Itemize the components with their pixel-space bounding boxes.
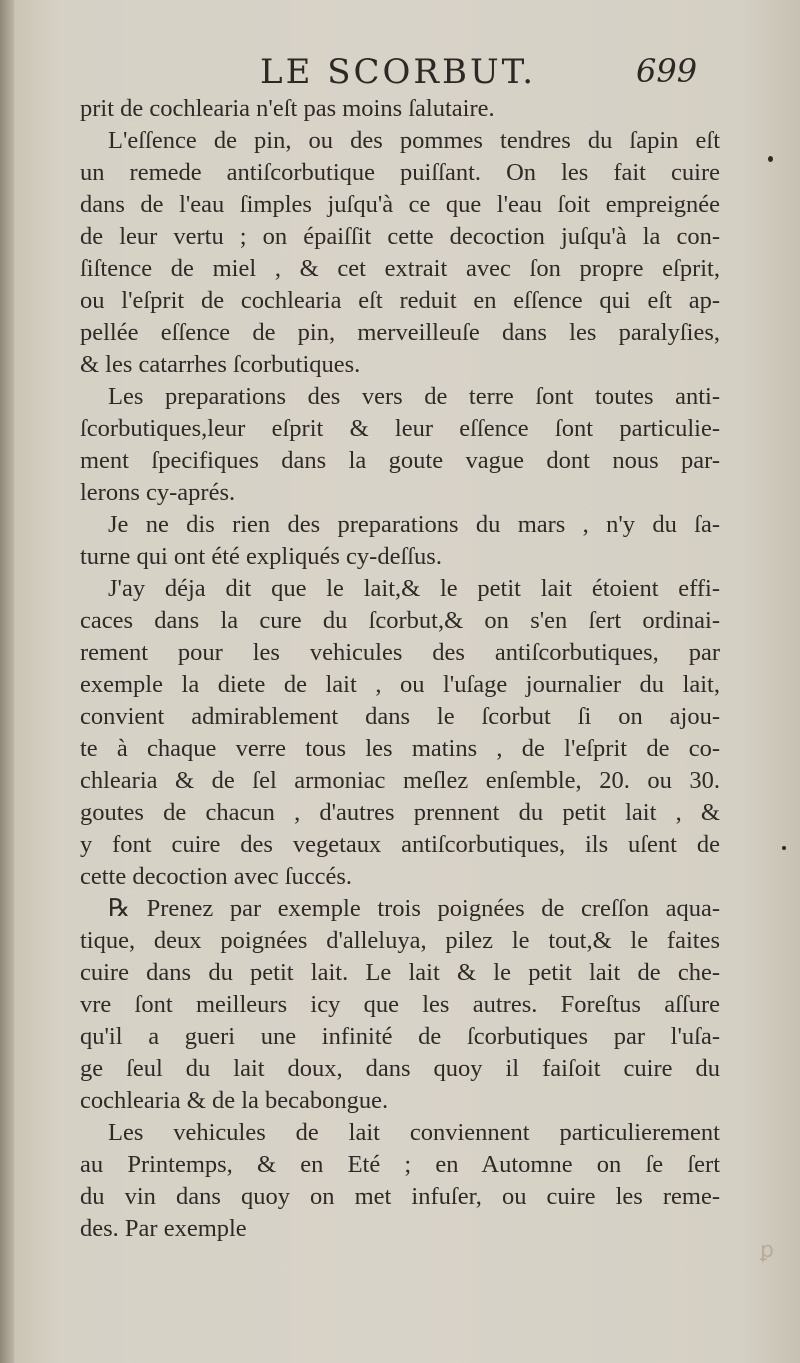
text-line: lerons cy-aprés.	[80, 479, 236, 506]
text-line: rement pour les vehicules des antiſcorbutiques, par	[80, 639, 720, 666]
text-line: Je ne dis rien des preparations du mars , n'y du ſa-	[108, 511, 720, 538]
body-text	[80, 93, 720, 1245]
binding-gutter	[0, 0, 14, 1363]
text-line: cuire dans du petit lait. Le lait & le petit lait de che-	[80, 959, 720, 986]
text-line: J'ay déja dit que le lait,& le petit lait étoient effi-	[108, 575, 720, 602]
text-line: cochlearia & de la becabongue.	[80, 1087, 389, 1114]
text-line: convient admirablement dans le ſcorbut ſi on ajou-	[80, 703, 720, 730]
text-line: Les vehicules de lait conviennent particulierement	[108, 1119, 720, 1146]
text-line: ment ſpecifiques dans la goute vague dont nous par-	[80, 447, 720, 474]
text-line: ſcorbutiques,leur eſprit & leur eſſence ſont particulie-	[80, 415, 720, 442]
text-line: prit de cochlearia n'eſt pas moins ſalutaire.	[80, 95, 495, 122]
text-line: pellée eſſence de pin, merveilleuſe dans les paralyſies,	[80, 319, 720, 346]
ink-speck	[782, 846, 786, 850]
text-line: cette decoction avec ſuccés.	[80, 863, 353, 890]
text-line: de leur vertu ; on épaiſſit cette decoction juſqu'à la con-	[80, 223, 720, 250]
page-number: 699	[636, 52, 698, 90]
text-line: y font cuire des vegetaux antiſcorbutiques, ils uſent de	[80, 831, 720, 858]
text-line: & les catarrhes ſcorbutiques.	[80, 351, 361, 378]
margin-mark: ꝑ	[760, 1238, 774, 1263]
text-line: Les preparations des vers de terre ſont toutes anti-	[108, 383, 720, 410]
ink-speck	[768, 156, 773, 162]
text-line: goutes de chacun , d'autres prennent du petit lait , &	[80, 799, 720, 826]
running-title: LE SCORBUT.	[260, 52, 537, 92]
text-line: du vin dans quoy on met infuſer, ou cuire les reme-	[80, 1183, 720, 1210]
text-line: qu'il a gueri une infinité de ſcorbutiques par l'uſa-	[80, 1023, 720, 1050]
text-line: exemple la diete de lait , ou l'uſage journalier du lait,	[80, 671, 720, 698]
text-line: ℞ Prenez par exemple trois poignées de creſſon aqua-	[108, 895, 720, 922]
text-line: ge ſeul du lait doux, dans quoy il faiſoit cuire du	[80, 1055, 720, 1082]
text-line: dans de l'eau ſimples juſqu'à ce que l'eau ſoit empreignée	[80, 191, 720, 218]
text-line: ſiſtence de miel , & cet extrait avec ſon propre eſprit,	[80, 255, 720, 282]
text-line: ou l'eſprit de cochlearia eſt reduit en eſſence qui eſt ap-	[80, 287, 720, 314]
text-line: des. Par exemple	[80, 1215, 247, 1242]
text-line: un remede antiſcorbutique puiſſant. On les fait cuire	[80, 159, 720, 186]
text-line: vre ſont meilleurs icy que les autres. Foreſtus aſſure	[80, 991, 720, 1018]
text-line: L'eſſence de pin, ou des pommes tendres du ſapin eſt	[108, 127, 720, 154]
text-line: tique, deux poignées d'alleluya, pilez le tout,& le faites	[80, 927, 720, 954]
text-line: turne qui ont été expliqués cy-deſſus.	[80, 543, 442, 570]
text-line: chlearia & de ſel armoniac meſlez enſemble, 20. ou 30.	[80, 767, 720, 794]
text-line: au Printemps, & en Eté ; en Automne on ſe ſert	[80, 1151, 720, 1178]
page-header	[0, 52, 800, 92]
text-line: caces dans la cure du ſcorbut,& on s'en ſert ordinai-	[80, 607, 720, 634]
text-line: te à chaque verre tous les matins , de l'eſprit de co-	[80, 735, 720, 762]
